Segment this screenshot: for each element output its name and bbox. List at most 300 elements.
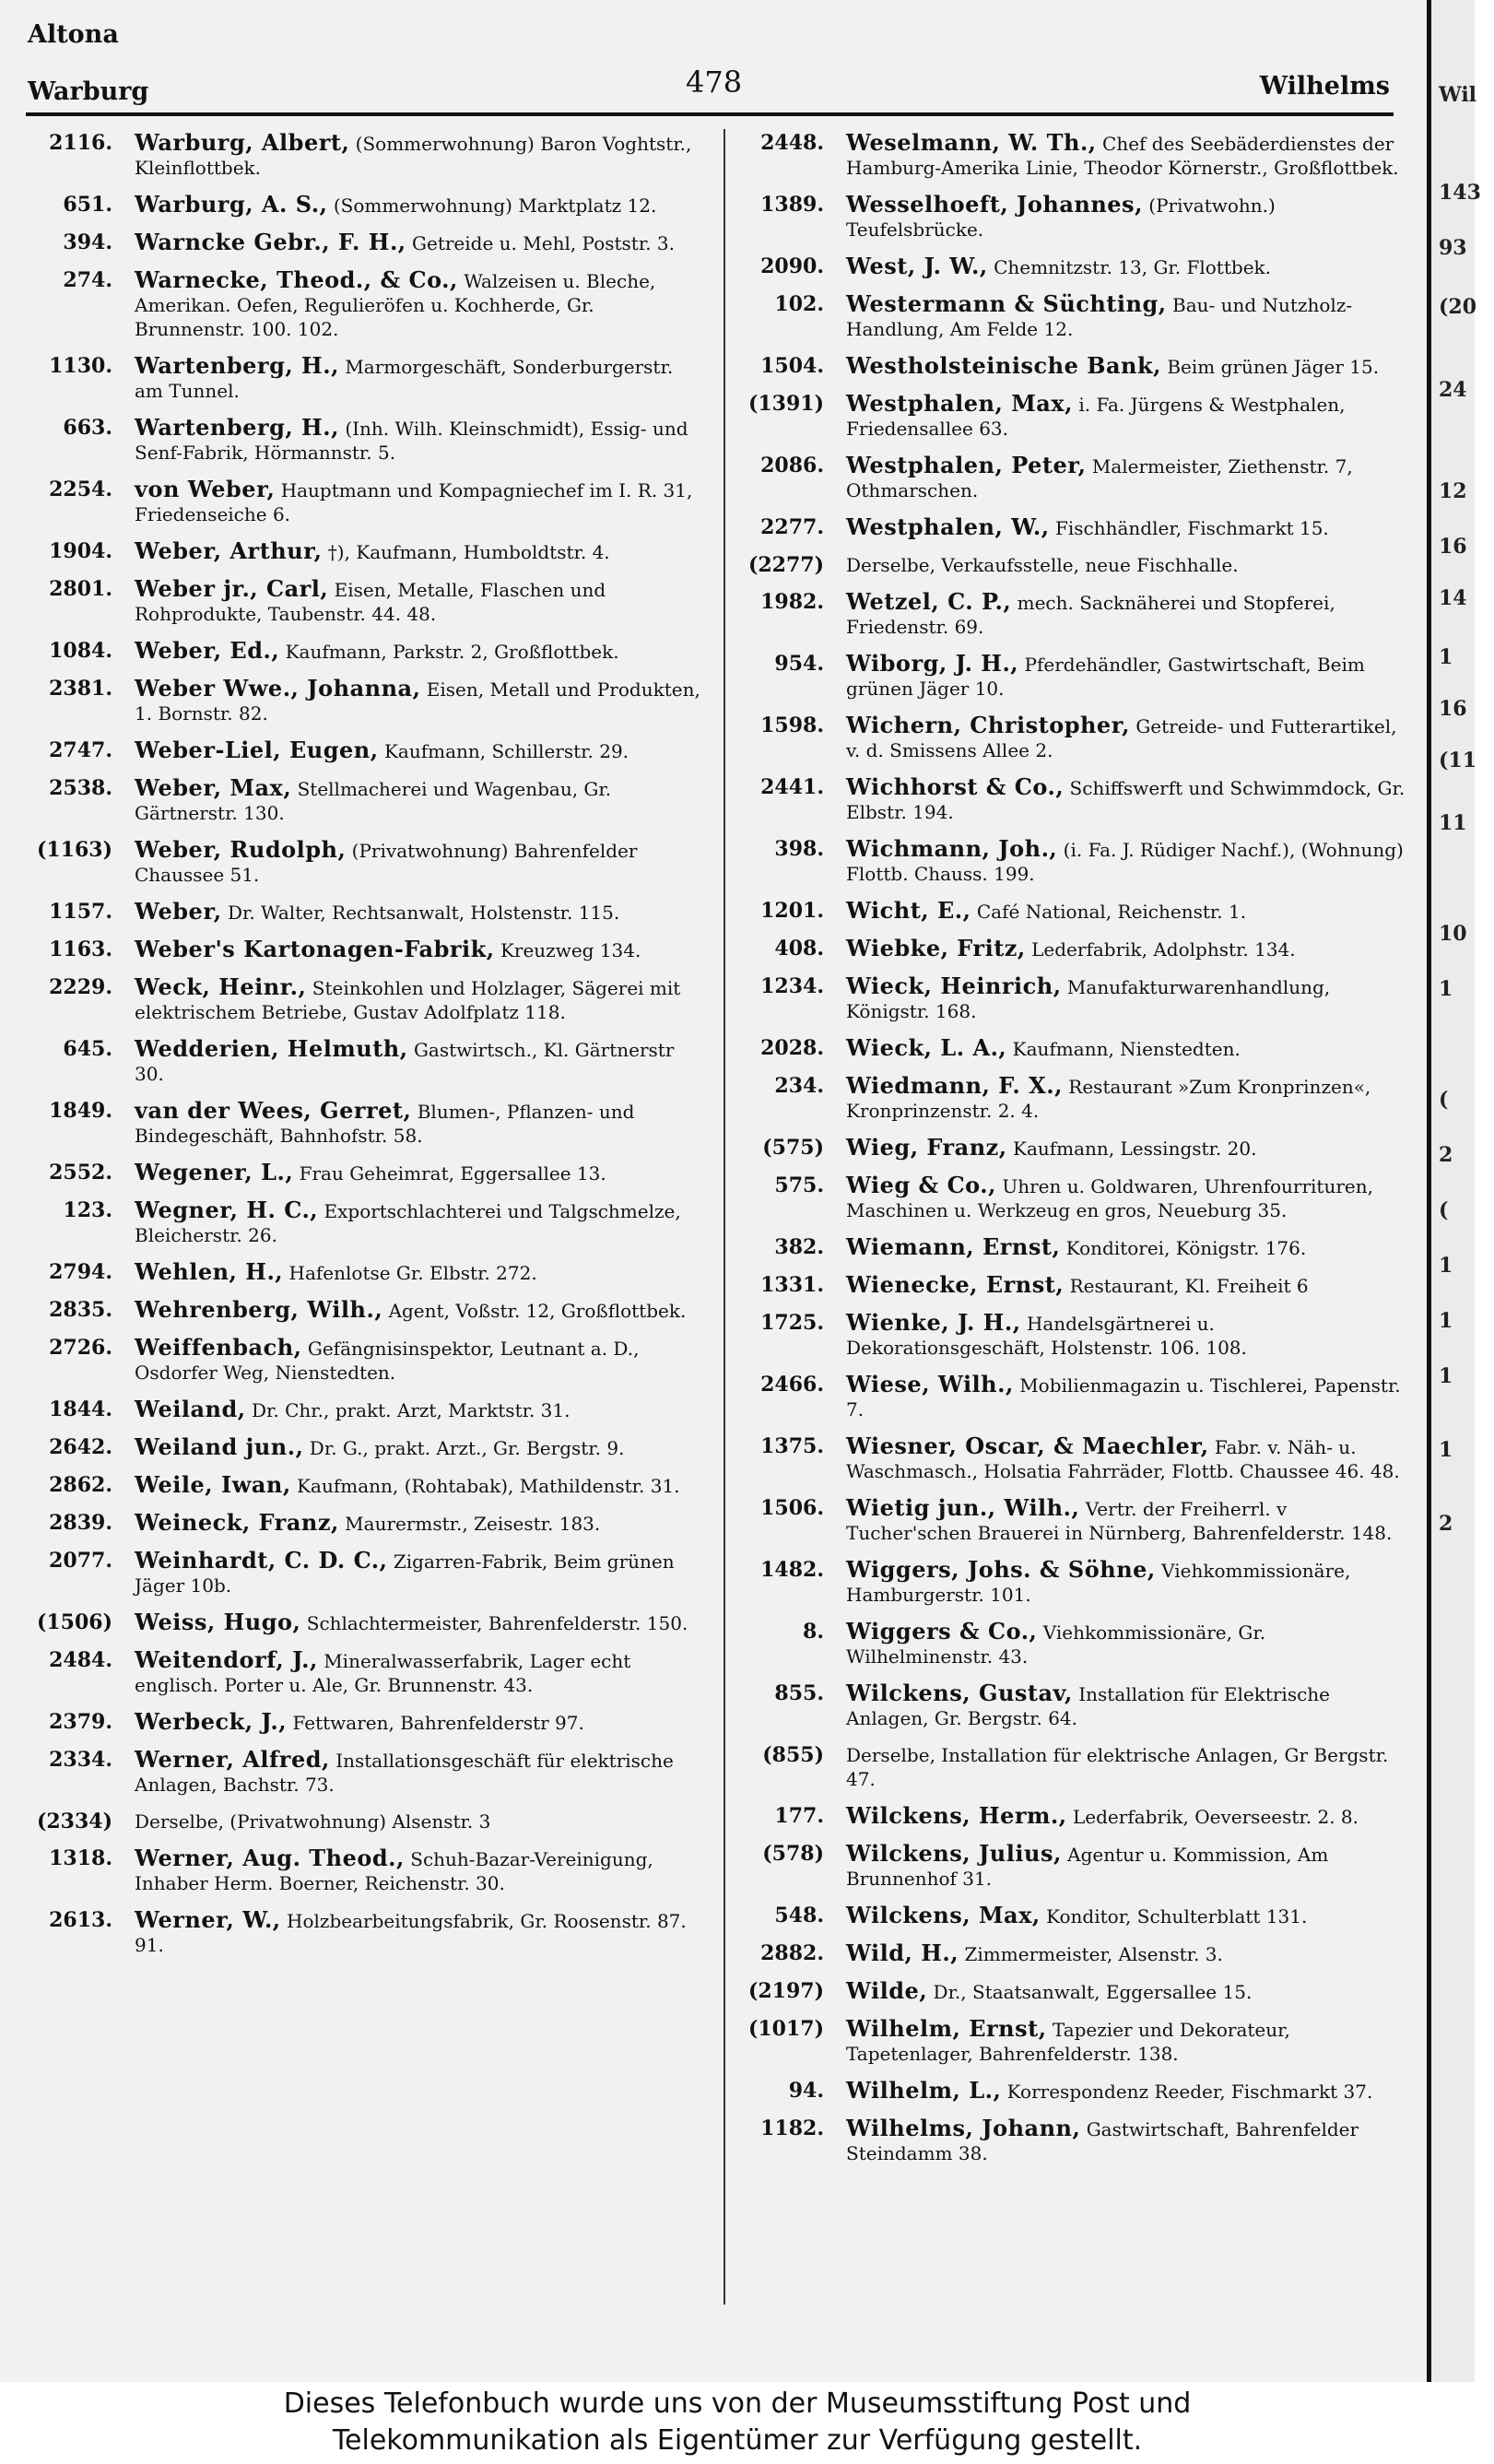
- phone-number: 382.: [774, 1235, 824, 1259]
- subscriber-details: Agent, Voßstr. 12, Großflottbek.: [388, 1300, 687, 1322]
- phone-number: 1130.: [49, 354, 112, 378]
- directory-entry: [24, 738, 706, 763]
- subscriber-name: Weiss, Hugo,: [135, 1609, 301, 1635]
- subscriber-name: Warnecke, Theod., & Co.,: [135, 266, 458, 293]
- directory-entry: [24, 1161, 706, 1185]
- subscriber-name: Wiggers & Co.,: [846, 1618, 1038, 1645]
- phone-number: 855.: [774, 1681, 824, 1705]
- subscriber-details: Fabr. v. Näh- u. Waschmasch., Holsatia Fahrräder, Flottb. Chaussee 46. 48.: [846, 1436, 1400, 1482]
- subscriber-name: Wichern, Christopher,: [846, 712, 1130, 738]
- directory-entry: [735, 515, 1408, 540]
- phone-number: 2882.: [760, 1941, 824, 1965]
- phone-number: (1163): [36, 838, 112, 862]
- subscriber-details: Viehkommissionäre, Hamburgerstr. 101.: [846, 1560, 1351, 1606]
- phone-number: 2379.: [49, 1710, 112, 1734]
- subscriber-name: Wartenberg, H.,: [135, 352, 339, 379]
- subscriber-name: Weineck, Franz,: [135, 1509, 339, 1536]
- header-place: Altona: [28, 20, 119, 49]
- subscriber-name: Wegner, H. C.,: [135, 1197, 319, 1223]
- subscriber-details: Malermeister, Ziethenstr. 7, Othmarschen.: [846, 455, 1353, 501]
- subscriber-name: Wetzel, C. P.,: [846, 588, 1012, 615]
- next-page-fragment: 1: [1439, 1309, 1453, 1333]
- subscriber-details: Stellmacherei und Wagenbau, Gr. Gärtnerstr. 130.: [135, 778, 612, 824]
- subscriber-name: Weile, Iwan,: [135, 1471, 291, 1498]
- subscriber-details: Lederfabrik, Adolphstr. 134.: [1031, 938, 1296, 961]
- next-page-fragment: (: [1439, 1198, 1449, 1222]
- directory-entry: [735, 1036, 1408, 1061]
- phone-number: 1375.: [760, 1434, 824, 1458]
- phone-number: (1391): [747, 392, 824, 416]
- phone-number: 2229.: [49, 975, 112, 999]
- footer-line-1: Dieses Telefonbuch wurde uns von der Museumsstiftung Post und: [283, 2387, 1192, 2420]
- directory-entry: [24, 975, 706, 1024]
- subscriber-name: Wiedmann, F. X.,: [846, 1072, 1063, 1099]
- subscriber-name: Wiggers, Johs. & Söhne,: [846, 1556, 1156, 1583]
- subscriber-name: Wedderien, Helmuth,: [135, 1035, 408, 1062]
- subscriber-name: Wichhorst & Co.,: [846, 773, 1065, 800]
- directory-entry: [735, 354, 1408, 379]
- directory-entry: [24, 416, 706, 465]
- next-page-fragment: 2: [1439, 1512, 1453, 1536]
- directory-entry: [24, 1710, 706, 1735]
- next-page-fragment: 16: [1439, 535, 1467, 559]
- subscriber-details: Chemnitzstr. 13, Gr. Flottbek.: [994, 256, 1271, 278]
- directory-entry: [24, 539, 706, 564]
- directory-entry: [735, 1173, 1408, 1222]
- directory-entry: [735, 254, 1408, 279]
- subscriber-details: Vertr. der Freiherrl. v Tucher'schen Brauerei in Nürnberg, Bahrenfelderstr. 148.: [846, 1498, 1393, 1544]
- phone-number: 2086.: [760, 454, 824, 477]
- next-page-fragment: 11: [1439, 811, 1467, 835]
- phone-number: 2277.: [760, 515, 824, 539]
- subscriber-details: Frau Geheimrat, Eggersallee 13.: [299, 1162, 606, 1185]
- next-page-fragment: 1: [1439, 1438, 1453, 1462]
- subscriber-details: (Sommerwohnung) Marktplatz 12.: [333, 195, 657, 217]
- phone-number: 2794.: [49, 1260, 112, 1284]
- next-page-fragment: Wil: [1439, 83, 1477, 107]
- subscriber-details: Mobilienmagazin u. Tischlerei, Papenstr. 7.: [846, 1374, 1401, 1421]
- directory-entry: [24, 1198, 706, 1247]
- directory-entry: [735, 193, 1408, 242]
- subscriber-details: Korrespondenz Reeder, Fischmarkt 37.: [1006, 2081, 1373, 2103]
- phone-number: 234.: [774, 1074, 824, 1098]
- directory-entry: [735, 899, 1408, 924]
- phone-number: 651.: [63, 193, 112, 217]
- phone-number: 1389.: [760, 193, 824, 217]
- subscriber-details: Kaufmann, Schillerstr. 29.: [383, 740, 629, 762]
- directory-entry: [24, 1037, 706, 1086]
- phone-number: 408.: [774, 937, 824, 961]
- subscriber-name: Wilhelm, L.,: [846, 2077, 1002, 2104]
- directory-entry: [735, 2017, 1408, 2066]
- subscriber-name: Wilckens, Max,: [846, 1902, 1041, 1928]
- subscriber-name: Weber-Liel, Eugen,: [135, 737, 379, 763]
- directory-entry: [24, 900, 706, 925]
- subscriber-details: (Sommerwohnung) Baron Voghtstr., Kleinflottbek.: [135, 133, 692, 179]
- subscriber-name: Wesselhoeft, Johannes,: [846, 191, 1143, 218]
- subscriber-name: Weiffenbach,: [135, 1334, 302, 1361]
- subscriber-details: Uhren u. Goldwaren, Uhrenfourrituren, Maschinen u. Werkzeug en gros, Neueburg 35.: [846, 1175, 1373, 1221]
- subscriber-details: Kaufmann, Lessingstr. 20.: [1013, 1138, 1257, 1160]
- subscriber-details: Chef des Seebäderdienstes der Hamburg-Amerika Linie, Theodor Körnerstr., Großflottbek.: [846, 133, 1399, 179]
- subscriber-name: Weiland jun.,: [135, 1433, 304, 1460]
- directory-entry: [735, 1804, 1408, 1829]
- subscriber-details: Kaufmann, Parkstr. 2, Großflottbek.: [285, 641, 619, 663]
- phone-number: 123.: [63, 1198, 112, 1222]
- subscriber-details: Gastwirtschaft, Bahrenfelder Steindamm 38.: [846, 2118, 1359, 2164]
- subscriber-name: Wilhelm, Ernst,: [846, 2015, 1047, 2042]
- subscriber-details: Konditor, Schulterblatt 131.: [1046, 1905, 1308, 1928]
- subscriber-details: Getreide- und Futterartikel, v. d. Smissens Allee 2.: [846, 715, 1397, 761]
- phone-number: 2254.: [49, 477, 112, 501]
- next-page-fragment: 16: [1439, 697, 1467, 721]
- directory-entry: [735, 1136, 1408, 1161]
- phone-number: 2466.: [760, 1373, 824, 1397]
- subscriber-details: Restaurant, Kl. Freiheit 6: [1069, 1275, 1309, 1297]
- directory-entry: [24, 1336, 706, 1385]
- subscriber-name: Wilckens, Julius,: [846, 1840, 1062, 1867]
- directory-entry: [735, 1496, 1408, 1545]
- subscriber-details: Viehkommissionäre, Gr. Wilhelminenstr. 43.: [846, 1621, 1266, 1668]
- subscriber-name: Werbeck, J.,: [135, 1708, 288, 1735]
- subscriber-details: i. Fa. Jürgens & Westphalen, Friedensallee 63.: [846, 394, 1346, 440]
- directory-entry: [735, 1681, 1408, 1730]
- phone-number: 2538.: [49, 776, 112, 800]
- phone-number: (2197): [747, 1979, 824, 2003]
- subscriber-details: Dr. Chr., prakt. Arzt, Marktstr. 31.: [252, 1399, 571, 1421]
- phone-number: 1849.: [49, 1099, 112, 1123]
- phone-number: 2381.: [49, 677, 112, 701]
- subscriber-name: Wieg & Co.,: [846, 1172, 996, 1198]
- directory-entry: [735, 1235, 1408, 1260]
- phone-number: 274.: [63, 268, 112, 292]
- directory-entry: [735, 1074, 1408, 1123]
- directory-entry: [735, 1904, 1408, 1928]
- directory-entry: [735, 1311, 1408, 1360]
- phone-number: 2642.: [49, 1435, 112, 1459]
- directory-entry: [24, 193, 706, 218]
- phone-number: 2862.: [49, 1473, 112, 1497]
- directory-entry: [735, 974, 1408, 1023]
- subscriber-details: Maurermstr., Zeisestr. 183.: [345, 1513, 601, 1535]
- subscriber-details: Fettwaren, Bahrenfelderstr 97.: [292, 1712, 584, 1734]
- subscriber-details: Lederfabrik, Oeverseestr. 2. 8.: [1073, 1806, 1359, 1828]
- subscriber-details: Schiffswerft und Schwimmdock, Gr. Elbstr. 194.: [846, 777, 1406, 823]
- subscriber-name: Wild, H.,: [846, 1939, 959, 1966]
- next-page-fragment: 24: [1439, 378, 1467, 402]
- directory-entry: [24, 1260, 706, 1285]
- subscriber-name: Weber, Arthur,: [135, 537, 323, 564]
- subscriber-name: Wieg, Franz,: [846, 1134, 1007, 1161]
- phone-number: 1598.: [760, 713, 824, 737]
- directory-entry: [24, 1298, 706, 1323]
- directory-entry: [24, 1473, 706, 1498]
- directory-entry: [24, 477, 706, 526]
- subscriber-name: Weber jr., Carl,: [135, 575, 329, 602]
- phone-number: 2747.: [49, 738, 112, 762]
- directory-entry: [735, 713, 1408, 762]
- phone-number: 2613.: [49, 1908, 112, 1932]
- subscriber-name: Wichmann, Joh.,: [846, 835, 1058, 862]
- subscriber-details: Beim grünen Jäger 15.: [1167, 356, 1380, 378]
- phone-number: 2552.: [49, 1161, 112, 1185]
- next-page-fragment: 10: [1439, 922, 1467, 946]
- phone-number: 2801.: [49, 577, 112, 601]
- subscriber-name: Weber,: [135, 898, 222, 925]
- phone-number: 394.: [63, 230, 112, 254]
- phone-number: 2835.: [49, 1298, 112, 1322]
- subscriber-name: Werner, W.,: [135, 1906, 281, 1933]
- subscriber-details: Bau- und Nutzholz-Handlung, Am Felde 12.: [846, 294, 1353, 340]
- next-page-fragment: 1: [1439, 977, 1453, 1001]
- subscriber-name: Wienecke, Ernst,: [846, 1271, 1065, 1298]
- subscriber-name: Wicht, E.,: [846, 897, 971, 924]
- subscriber-details: Steinkohlen und Holzlager, Sägerei mit elektrischem Betriebe, Gustav Adolfplatz 118.: [135, 977, 681, 1023]
- subscriber-details: Kaufmann, Nienstedten.: [1012, 1038, 1241, 1060]
- phone-number: 1844.: [49, 1397, 112, 1421]
- directory-entry: [735, 2116, 1408, 2165]
- column-separator: [723, 129, 725, 2305]
- directory-entry: [735, 590, 1408, 639]
- directory-entry: [24, 639, 706, 664]
- directory-entry: [735, 392, 1408, 441]
- subscriber-details: mech. Sacknäherei und Stopferei, Friedenstr. 69.: [846, 592, 1335, 638]
- next-page-fragment: (11: [1439, 749, 1477, 772]
- subscriber-details: Blumen-, Pflanzen- und Bindegeschäft, Bahnhofstr. 58.: [135, 1101, 635, 1147]
- subscriber-details: Schuh-Bazar-Vereinigung, Inhaber Herm. Boerner, Reichenstr. 30.: [135, 1848, 653, 1894]
- subscriber-name: Wiesner, Oscar, & Maechler,: [846, 1432, 1209, 1459]
- subscriber-details: Agentur u. Kommission, Am Brunnenhof 31.: [846, 1844, 1329, 1890]
- directory-entry: [735, 1941, 1408, 1966]
- phone-number: 1157.: [49, 900, 112, 924]
- footer-line-2: Telekommunikation als Eigentümer zur Verfügung gestellt.: [332, 2424, 1143, 2457]
- next-page-fragment: (20: [1439, 295, 1477, 319]
- phone-number: 1904.: [49, 539, 112, 563]
- directory-entry: [735, 1434, 1408, 1483]
- phone-number: (1017): [747, 2017, 824, 2041]
- directory-entry: [24, 354, 706, 403]
- phone-number: 1725.: [760, 1311, 824, 1335]
- subscriber-name: Wilckens, Herm.,: [846, 1802, 1067, 1829]
- phone-number: 8.: [803, 1620, 824, 1644]
- phone-number: (2334): [36, 1810, 112, 1833]
- directory-entry: [24, 677, 706, 725]
- phone-number: 398.: [774, 837, 824, 861]
- directory-entry: [24, 577, 706, 626]
- next-page-fragment: 12: [1439, 479, 1467, 503]
- header-right-catchword: Wilhelms: [1259, 72, 1390, 100]
- subscriber-details: (Privatwohnung) Bahrenfelder Chaussee 51.: [135, 840, 638, 886]
- subscriber-name: Wieck, Heinrich,: [846, 973, 1062, 999]
- directory-entry: [735, 937, 1408, 961]
- subscriber-name: Weber's Kartonagen-Fabrik,: [135, 936, 495, 962]
- footer-notice: [0, 2382, 1475, 2464]
- directory-entry: [24, 230, 706, 255]
- directory-entry: [735, 1979, 1408, 2004]
- next-page-fragment: 2: [1439, 1143, 1453, 1167]
- directory-entry: [735, 2079, 1408, 2104]
- next-page-fragment: 1: [1439, 1364, 1453, 1388]
- directory-entry: [735, 1620, 1408, 1668]
- directory-entry: [735, 1842, 1408, 1891]
- subscriber-name: Wiemann, Ernst,: [846, 1233, 1061, 1260]
- subscriber-details: Derselbe, Installation für elektrische Anlagen, Gr Bergstr. 47.: [846, 1744, 1389, 1790]
- subscriber-details: Hafenlotse Gr. Elbstr. 272.: [288, 1262, 537, 1284]
- subscriber-details: Schlachtermeister, Bahrenfelderstr. 150.: [306, 1612, 688, 1634]
- subscriber-details: Fischhändler, Fischmarkt 15.: [1054, 517, 1329, 539]
- subscriber-name: Westermann & Süchting,: [846, 290, 1167, 317]
- directory-entry: [24, 1846, 706, 1895]
- directory-entry: [24, 1435, 706, 1460]
- phone-number: 1318.: [49, 1846, 112, 1870]
- phone-number: 548.: [774, 1904, 824, 1928]
- subscriber-name: Weck, Heinr.,: [135, 973, 307, 1000]
- phone-number: 1506.: [760, 1496, 824, 1520]
- directory-entry: [735, 652, 1408, 701]
- subscriber-details: Mineralwasserfabrik, Lager echt englisch. Porter u. Ale, Gr. Brunnenstr. 43.: [135, 1650, 631, 1696]
- subscriber-details: Kreuzweg 134.: [500, 939, 641, 961]
- subscriber-details: Zigarren-Fabrik, Beim grünen Jäger 10b.: [135, 1550, 675, 1597]
- phone-number: 102.: [774, 292, 824, 316]
- right-column: [735, 131, 1408, 2178]
- subscriber-details: Hauptmann und Kompagniechef im I. R. 31, Friedenseiche 6.: [135, 479, 693, 525]
- subscriber-name: Weber, Max,: [135, 774, 292, 801]
- phone-number: 1201.: [760, 899, 824, 923]
- directory-entry: [735, 292, 1408, 341]
- subscriber-name: von Weber,: [135, 476, 276, 502]
- next-page-fragment: 1: [1439, 645, 1453, 669]
- subscriber-details: Derselbe, Verkaufsstelle, neue Fischhalle.: [846, 554, 1239, 576]
- directory-entry: [735, 1273, 1408, 1298]
- subscriber-details: (i. Fa. J. Rüdiger Nachf.), (Wohnung) Flottb. Chauss. 199.: [846, 839, 1404, 885]
- phone-number: 2077.: [49, 1549, 112, 1573]
- subscriber-name: West, J. W.,: [846, 253, 988, 279]
- directory-entry: [24, 131, 706, 180]
- subscriber-details: Installationsgeschäft für elektrische Anlagen, Bachstr. 73.: [135, 1750, 674, 1796]
- directory-entry: [24, 838, 706, 887]
- subscriber-details: (Inh. Wilh. Kleinschmidt), Essig- und Senf-Fabrik, Hörmannstr. 5.: [135, 418, 688, 464]
- subscriber-details: Holzbearbeitungsfabrik, Gr. Roosenstr. 87. 91.: [135, 1910, 687, 1956]
- phone-number: 2090.: [760, 254, 824, 278]
- subscriber-details: Tapezier und Dekorateur, Tapetenlager, Bahrenfelderstr. 138.: [846, 2019, 1290, 2065]
- phone-number: 1982.: [760, 590, 824, 614]
- subscriber-name: Wegener, L.,: [135, 1159, 294, 1185]
- subscriber-details: Eisen, Metall und Produkten, 1. Bornstr. 82.: [135, 678, 700, 725]
- subscriber-details: Pferdehändler, Gastwirtschaft, Beim grünen Jäger 10.: [846, 654, 1365, 700]
- page-number: 478: [686, 65, 743, 100]
- next-page-fragment: 93: [1439, 236, 1467, 260]
- subscriber-details: Café National, Reichenstr. 1.: [976, 901, 1247, 923]
- directory-entry: [735, 1373, 1408, 1421]
- directory-entry: [24, 1810, 706, 1833]
- subscriber-name: Weselmann, W. Th.,: [846, 129, 1097, 156]
- subscriber-name: Weber, Rudolph,: [135, 836, 347, 863]
- phone-number: 1482.: [760, 1558, 824, 1582]
- subscriber-name: Weiland,: [135, 1396, 246, 1422]
- directory-entry: [735, 454, 1408, 502]
- subscriber-details: Getreide u. Mehl, Poststr. 3.: [412, 232, 676, 254]
- phone-number: 1084.: [49, 639, 112, 663]
- directory-entry: [24, 1610, 706, 1635]
- subscriber-details: Dr. G., prakt. Arzt., Gr. Bergstr. 9.: [309, 1437, 625, 1459]
- directory-entry: [735, 1558, 1408, 1607]
- subscriber-details: Dr. Walter, Rechtsanwalt, Holstenstr. 115.: [227, 902, 620, 924]
- phone-number: 2028.: [760, 1036, 824, 1060]
- subscriber-name: Wilde,: [846, 1977, 928, 2004]
- subscriber-name: Warburg, Albert,: [135, 129, 350, 156]
- subscriber-name: Westphalen, Peter,: [846, 452, 1087, 478]
- subscriber-name: Westphalen, W.,: [846, 513, 1050, 540]
- directory-entry: [735, 131, 1408, 180]
- phone-number: (2277): [747, 553, 824, 577]
- subscriber-details: Dr., Staatsanwalt, Eggersallee 15.: [933, 1981, 1253, 2003]
- next-page-fragment: 1: [1439, 1254, 1453, 1278]
- directory-entry: [24, 1397, 706, 1422]
- directory-entry: [735, 837, 1408, 886]
- left-column: [24, 131, 706, 1970]
- subscriber-name: Wartenberg, H.,: [135, 414, 339, 441]
- next-page-fragment: 14: [1439, 586, 1467, 610]
- subscriber-name: van der Wees, Gerret,: [135, 1097, 412, 1124]
- subscriber-details: Eisen, Metalle, Flaschen und Rohprodukte, Taubenstr. 44. 48.: [135, 579, 606, 625]
- subscriber-details: Walzeisen u. Bleche, Amerikan. Oefen, Regulieröfen u. Kochherde, Gr. Brunnenstr. 100. 102.: [135, 270, 656, 340]
- phone-number: (578): [762, 1842, 824, 1866]
- phone-number: 645.: [63, 1037, 112, 1061]
- subscriber-details: Installation für Elektrische Anlagen, Gr. Bergstr. 64.: [846, 1683, 1331, 1729]
- phone-number: 177.: [774, 1804, 824, 1828]
- phone-number: 94.: [788, 2079, 824, 2103]
- subscriber-details: †), Kaufmann, Humboldtstr. 4.: [327, 541, 610, 563]
- phone-number: 663.: [63, 416, 112, 440]
- subscriber-name: Wehrenberg, Wilh.,: [135, 1296, 383, 1323]
- phone-number: 1504.: [760, 354, 824, 378]
- next-page-fragment: 143: [1439, 181, 1481, 205]
- subscriber-name: Wilckens, Gustav,: [846, 1680, 1073, 1706]
- subscriber-details: Derselbe, (Privatwohnung) Alsenstr. 3: [135, 1810, 491, 1833]
- header-rule: [26, 112, 1394, 116]
- phone-number: 954.: [774, 652, 824, 676]
- directory-entry: [24, 937, 706, 962]
- subscriber-details: Exportschlachterei und Talgschmelze, Bleicherstr. 26.: [135, 1200, 681, 1246]
- subscriber-name: Wienke, J. H.,: [846, 1309, 1021, 1336]
- subscriber-details: Kaufmann, (Rohtabak), Mathildenstr. 31.: [297, 1475, 680, 1497]
- subscriber-name: Wiebke, Fritz,: [846, 935, 1026, 961]
- subscriber-details: Marmorgeschäft, Sonderburgerstr. am Tunnel.: [135, 356, 674, 402]
- subscriber-name: Wiborg, J. H.,: [846, 650, 1019, 677]
- subscriber-name: Werner, Alfred,: [135, 1746, 330, 1773]
- subscriber-name: Westphalen, Max,: [846, 390, 1073, 417]
- phone-number: 2116.: [49, 131, 112, 155]
- subscriber-details: Gefängnisinspektor, Leutnant a. D., Osdorfer Weg, Nienstedten.: [135, 1338, 640, 1384]
- directory-entry: [24, 268, 706, 341]
- phone-number: 2441.: [760, 775, 824, 799]
- subscriber-details: Konditorei, Königstr. 176.: [1065, 1237, 1307, 1259]
- subscriber-name: Wehlen, H.,: [135, 1258, 284, 1285]
- phone-number: 2448.: [760, 131, 824, 155]
- directory-entry: [735, 775, 1408, 824]
- phone-number: (575): [762, 1136, 824, 1160]
- subscriber-details: Gastwirtsch., Kl. Gärtnerstr 30.: [135, 1039, 675, 1085]
- phone-number: 1182.: [760, 2116, 824, 2140]
- phone-number: 575.: [774, 1173, 824, 1197]
- subscriber-name: Wietig jun., Wilh.,: [846, 1494, 1080, 1521]
- phone-number: (1506): [36, 1610, 112, 1634]
- subscriber-name: Westholsteinische Bank,: [846, 352, 1161, 379]
- subscriber-name: Warncke Gebr., F. H.,: [135, 229, 406, 255]
- subscriber-name: Wilhelms, Johann,: [846, 2115, 1081, 2141]
- subscriber-name: Weitendorf, J.,: [135, 1646, 318, 1673]
- subscriber-details: Restaurant »Zum Kronprinzen«, Kronprinzenstr. 2. 4.: [846, 1076, 1371, 1122]
